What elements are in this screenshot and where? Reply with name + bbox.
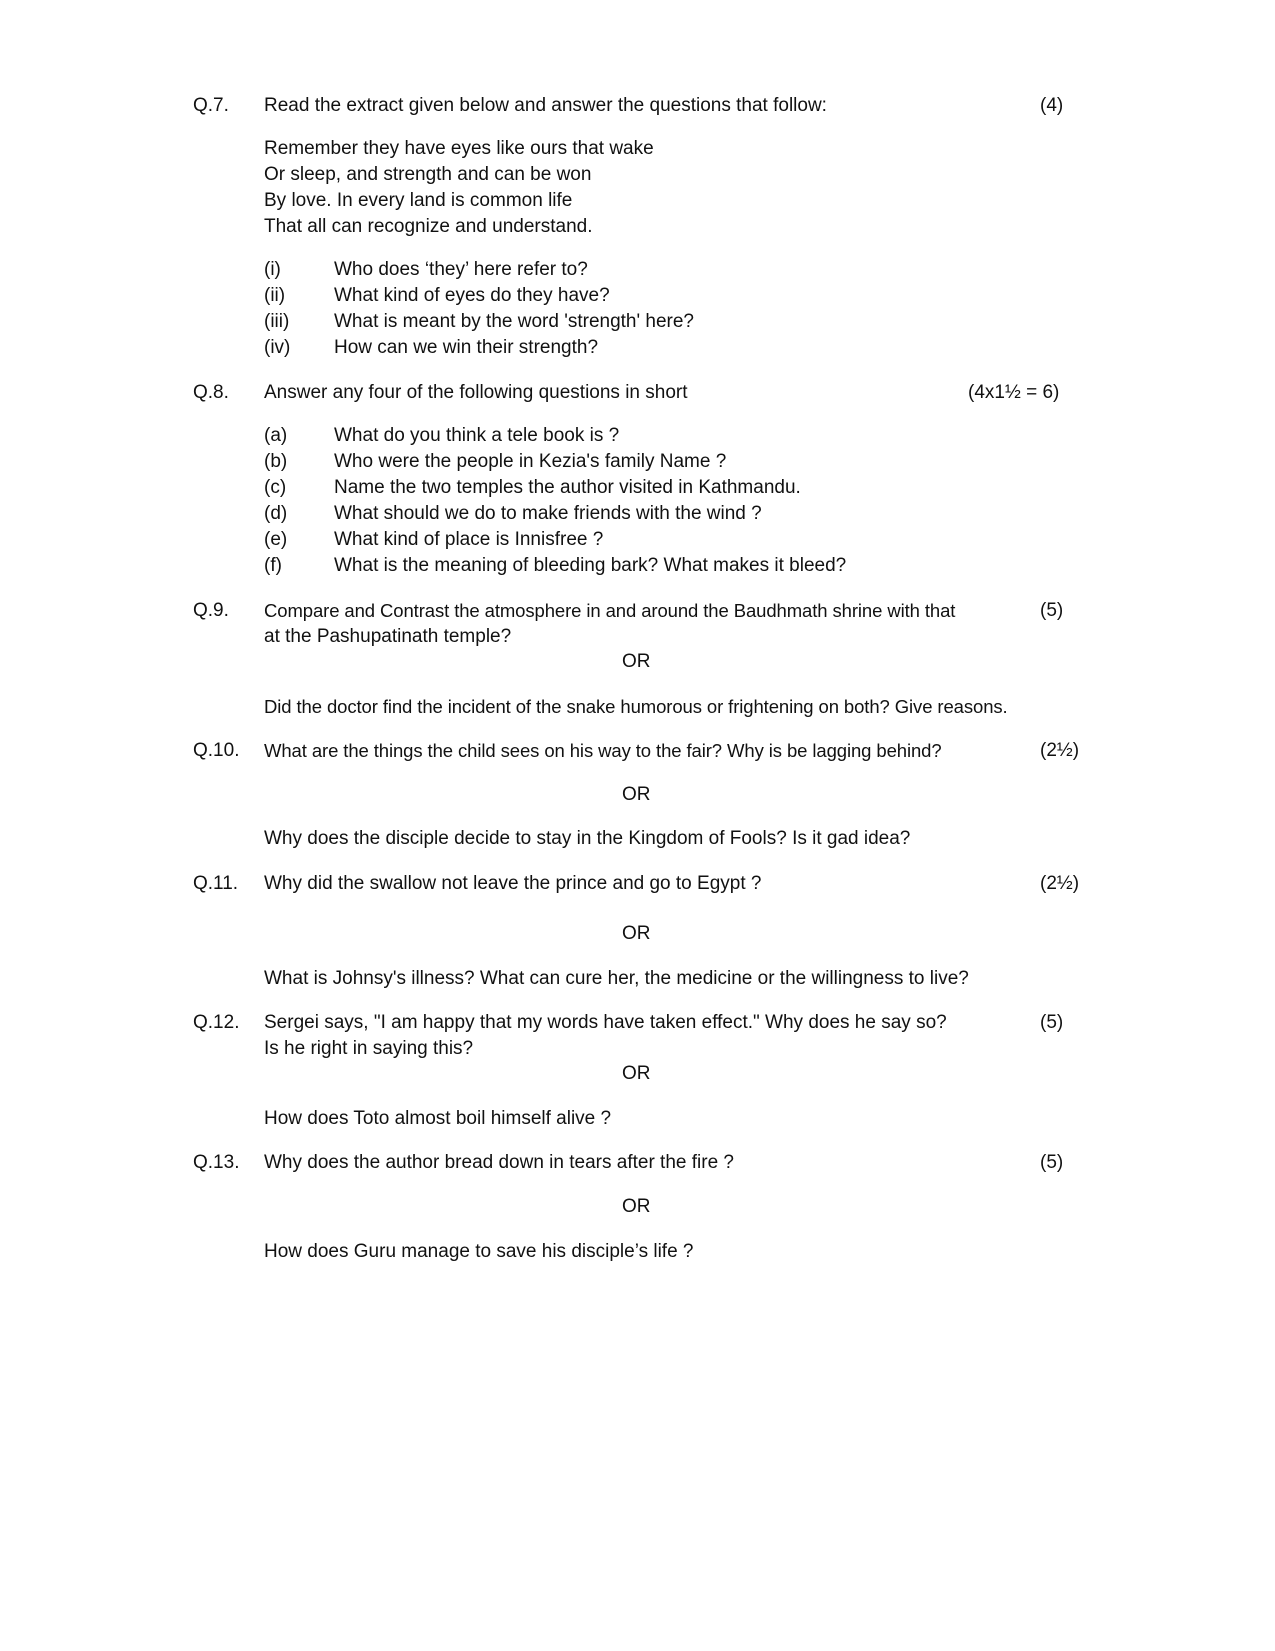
q8-sub-text: What do you think a tele book is ? <box>334 425 620 446</box>
q12-alternative: How does Toto almost boil himself alive ? <box>264 1108 612 1129</box>
q10-or: OR <box>622 784 651 805</box>
q11-alternative: What is Johnsy's illness? What can cure her, the medicine or the willingness to live? <box>264 968 969 989</box>
q11-marks: (2½) <box>1040 873 1080 894</box>
q7-poem-line: Or sleep, and strength and can be won <box>264 164 592 185</box>
q8-number: Q.8. <box>193 382 229 403</box>
q12-text-cont: Is he right in saying this? <box>264 1038 474 1059</box>
q7-number: Q.7. <box>193 95 229 116</box>
q7-sub-label: (ii) <box>264 285 286 306</box>
q8-sub-label: (d) <box>264 503 288 524</box>
q7-poem-line: By love. In every land is common life <box>264 190 573 211</box>
q10-text: What are the things the child sees on his way to the fair? Why is be lagging behind? <box>264 740 942 761</box>
q7-sub-text: How can we win their strength? <box>334 337 599 358</box>
q7-sub-label: (iii) <box>264 311 290 332</box>
q7-poem-line: Remember they have eyes like ours that wake <box>264 138 654 159</box>
q12-number: Q.12. <box>193 1012 240 1033</box>
q8-sub-text: What kind of place is Innisfree ? <box>334 529 604 550</box>
q8-sub-label: (f) <box>264 555 282 576</box>
q7-sub-text: What kind of eyes do they have? <box>334 285 610 306</box>
q8-sub-text: What is the meaning of bleeding bark? What makes it bleed? <box>334 555 847 576</box>
q13-number: Q.13. <box>193 1152 240 1173</box>
q8-sub-text: Who were the people in Kezia's family Name ? <box>334 451 727 472</box>
q10-number: Q.10. <box>193 740 240 761</box>
q12-text: Sergei says, "I am happy that my words have taken effect." Why does he say so? <box>264 1012 947 1033</box>
q7-sub-label: (i) <box>264 259 281 280</box>
q9-alternative: Did the doctor find the incident of the snake humorous or frightening on both? Give reasons. <box>264 696 1008 717</box>
q12-marks: (5) <box>1040 1012 1064 1033</box>
q8-sub-label: (c) <box>264 477 287 498</box>
q9-text-cont: at the Pashupatinath temple? <box>264 626 512 647</box>
q11-text: Why did the swallow not leave the prince and go to Egypt ? <box>264 873 762 894</box>
q13-text: Why does the author bread down in tears after the fire ? <box>264 1152 734 1173</box>
q10-marks: (2½) <box>1040 740 1080 761</box>
q8-sub-label: (b) <box>264 451 288 472</box>
q8-sub-label: (a) <box>264 425 288 446</box>
q8-sub-label: (e) <box>264 529 288 550</box>
q7-text: Read the extract given below and answer the questions that follow: <box>264 95 827 116</box>
q10-alternative: Why does the disciple decide to stay in the Kingdom of Fools? Is it gad idea? <box>264 828 911 849</box>
q13-or: OR <box>622 1196 651 1217</box>
q11-or: OR <box>622 923 651 944</box>
q8-sub-text: Name the two temples the author visited in Kathmandu. <box>334 477 801 498</box>
q7-poem-line: That all can recognize and understand. <box>264 216 593 237</box>
q8-sub-text: What should we do to make friends with the wind ? <box>334 503 762 524</box>
q8-text: Answer any four of the following questions in short <box>264 382 688 403</box>
q12-or: OR <box>622 1063 651 1084</box>
q7-sub-text: What is meant by the word 'strength' here? <box>334 311 694 332</box>
q11-number: Q.11. <box>193 873 239 894</box>
q9-marks: (5) <box>1040 600 1064 621</box>
q7-sub-label: (iv) <box>264 337 291 358</box>
q7-marks: (4) <box>1040 95 1064 116</box>
q8-marks: (4x1½ = 6) <box>968 382 1060 403</box>
q9-number: Q.9. <box>193 600 229 621</box>
q7-sub-text: Who does ‘they’ here refer to? <box>334 259 588 280</box>
q13-marks: (5) <box>1040 1152 1064 1173</box>
q13-alternative: How does Guru manage to save his disciple’s life ? <box>264 1241 694 1262</box>
q9-text: Compare and Contrast the atmosphere in and around the Baudhmath shrine with that <box>264 600 956 621</box>
q9-or: OR <box>622 651 651 672</box>
